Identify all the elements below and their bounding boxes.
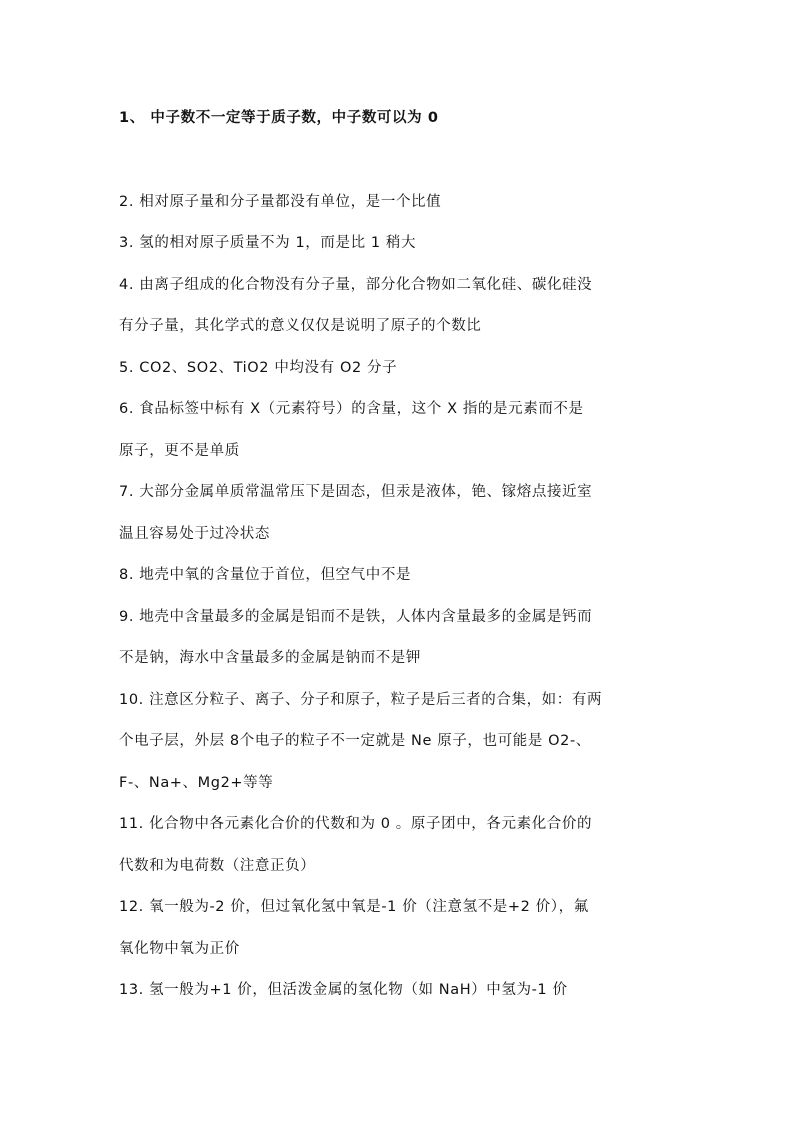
text-line: 4. 由离子组成的化合物没有分子量，部分化合物如二氧化硅、碳化硅没 bbox=[119, 277, 593, 293]
text-line: 6. 食品标签中标有 X（元素符号）的含量，这个 X 指的是元素而不是 bbox=[119, 401, 584, 417]
text-line: 氧化物中氧为正价 bbox=[119, 941, 240, 957]
text-line: 不是钠，海水中含量最多的金属是钠而不是钾 bbox=[119, 650, 421, 666]
text-line: 个电子层，外层 8个电子的粒子不一定就是 Ne 原子，也可能是 O2-、 bbox=[119, 733, 591, 749]
text-line: 13. 氢一般为+1 价，但活泼金属的氢化物（如 NaH）中氢为-1 价 bbox=[119, 982, 568, 998]
text-line: 9. 地壳中含量最多的金属是铝而不是铁，人体内含量最多的金属是钙而 bbox=[119, 609, 593, 625]
text-line: 代数和为电荷数（注意正负） bbox=[119, 858, 316, 874]
text-line: 12. 氧一般为-2 价，但过氧化氢中氧是-1 价（注意氢不是+2 价），氟 bbox=[119, 899, 589, 915]
text-line: 10. 注意区分粒子、离子、分子和原子，粒子是后三者的合集，如：有两 bbox=[119, 692, 603, 708]
text-line: 3. 氢的相对原子质量不为 1，而是比 1 稍大 bbox=[119, 235, 417, 251]
text-line: 8. 地壳中氧的含量位于首位，但空气中不是 bbox=[119, 567, 412, 583]
text-line: 原子，更不是单质 bbox=[119, 443, 240, 459]
text-line: 2. 相对原子量和分子量都没有单位，是一个比值 bbox=[119, 194, 442, 210]
heading-line: 1、 中子数不一定等于质子数，中子数可以为 0 bbox=[119, 110, 439, 126]
text-line: 温且容易处于过冷状态 bbox=[119, 526, 270, 542]
text-line: F-、Na+、Mg2+等等 bbox=[119, 775, 274, 791]
text-line: 11. 化合物中各元素化合价的代数和为 0 。原子团中，各元素化合价的 bbox=[119, 816, 593, 832]
text-line: 7. 大部分金属单质常温常压下是固态，但汞是液体，铯、镓熔点接近室 bbox=[119, 484, 593, 500]
text-line: 5. CO2、SO2、TiO2 中均没有 O2 分子 bbox=[119, 360, 398, 376]
text-line: 有分子量，其化学式的意义仅仅是说明了原子的个数比 bbox=[119, 318, 482, 334]
